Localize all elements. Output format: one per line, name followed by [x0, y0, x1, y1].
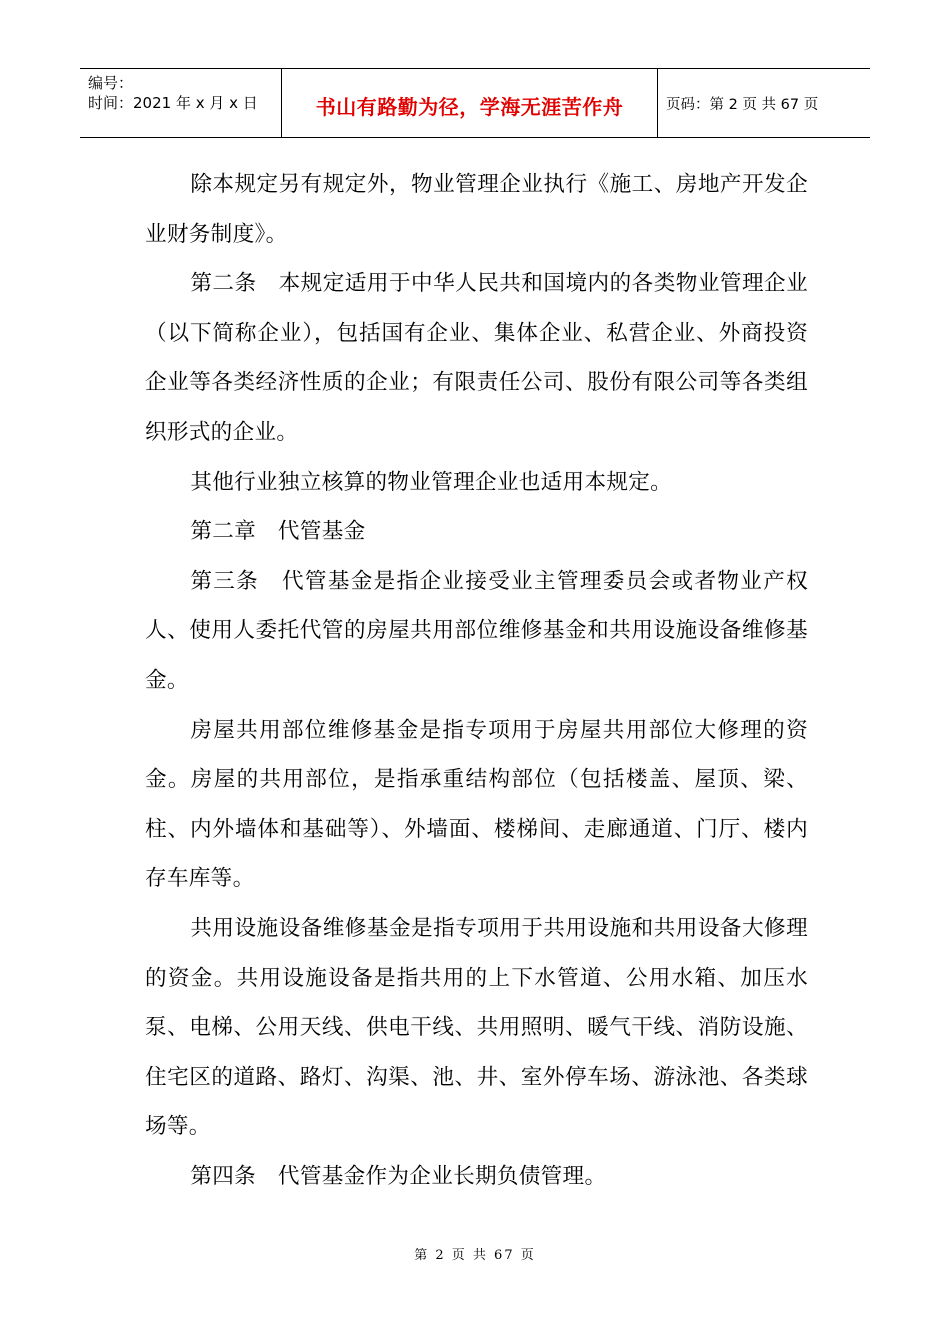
- header-meta: [80, 69, 282, 137]
- page-header: [80, 68, 870, 138]
- document-body: [145, 160, 808, 1201]
- paragraph: 第二条 本规定适用于中华人民共和国境内的各类物业管理企业（以下简称企业），包括国有企业、集体企业、私营企业、外商投资企业等各类经济性质的企业；有限责任公司、股份有限公司等各类组织形式的企业。: [145, 271, 808, 445]
- header-page-info: 页码：第 2 页 共 67 页: [666, 96, 819, 113]
- paragraph: 共用设施设备维修基金是指专项用于共用设施和共用设备大修理的资金。共用设施设备是指共用的上下水管道、公用水箱、加压水泵、电梯、公用天线、供电干线、共用照明、暖气干线、消防设施、住宅区的道路、路灯、沟渠、池、井、室外停车场、游泳池、各类球场等。: [145, 915, 808, 1140]
- paragraph: 第三条 代管基金是指企业接受业主管理委员会或者物业产权人、使用人委托代管的房屋共用部位维修基金和共用设施设备维修基金。: [145, 568, 808, 693]
- paragraph: 第四条 代管基金作为企业长期负债管理。: [190, 1163, 607, 1189]
- paragraph: 房屋共用部位维修基金是指专项用于房屋共用部位大修理的资金。房屋的共用部位，是指承重结构部位（包括楼盖、屋顶、梁、柱、内外墙体和基础等）、外墙面、楼梯间、走廊通道、门厅、楼内存车库等。: [145, 717, 808, 892]
- date-label: 时间：2021 年 x 月 x 日: [88, 94, 258, 112]
- chapter-heading: 第二章 代管基金: [190, 519, 366, 545]
- header-motto: 书山有路勤为径，学海无涯苦作舟: [282, 69, 658, 137]
- page-footer: 第 2 页 共 67 页: [414, 1248, 536, 1263]
- paragraph: 除本规定另有规定外，物业管理企业执行《施工、房地产开发企业财务制度》。: [145, 172, 808, 247]
- doc-number-label: 编号：: [88, 74, 134, 92]
- paragraph: 其他行业独立核算的物业管理企业也适用本规定。: [190, 469, 673, 495]
